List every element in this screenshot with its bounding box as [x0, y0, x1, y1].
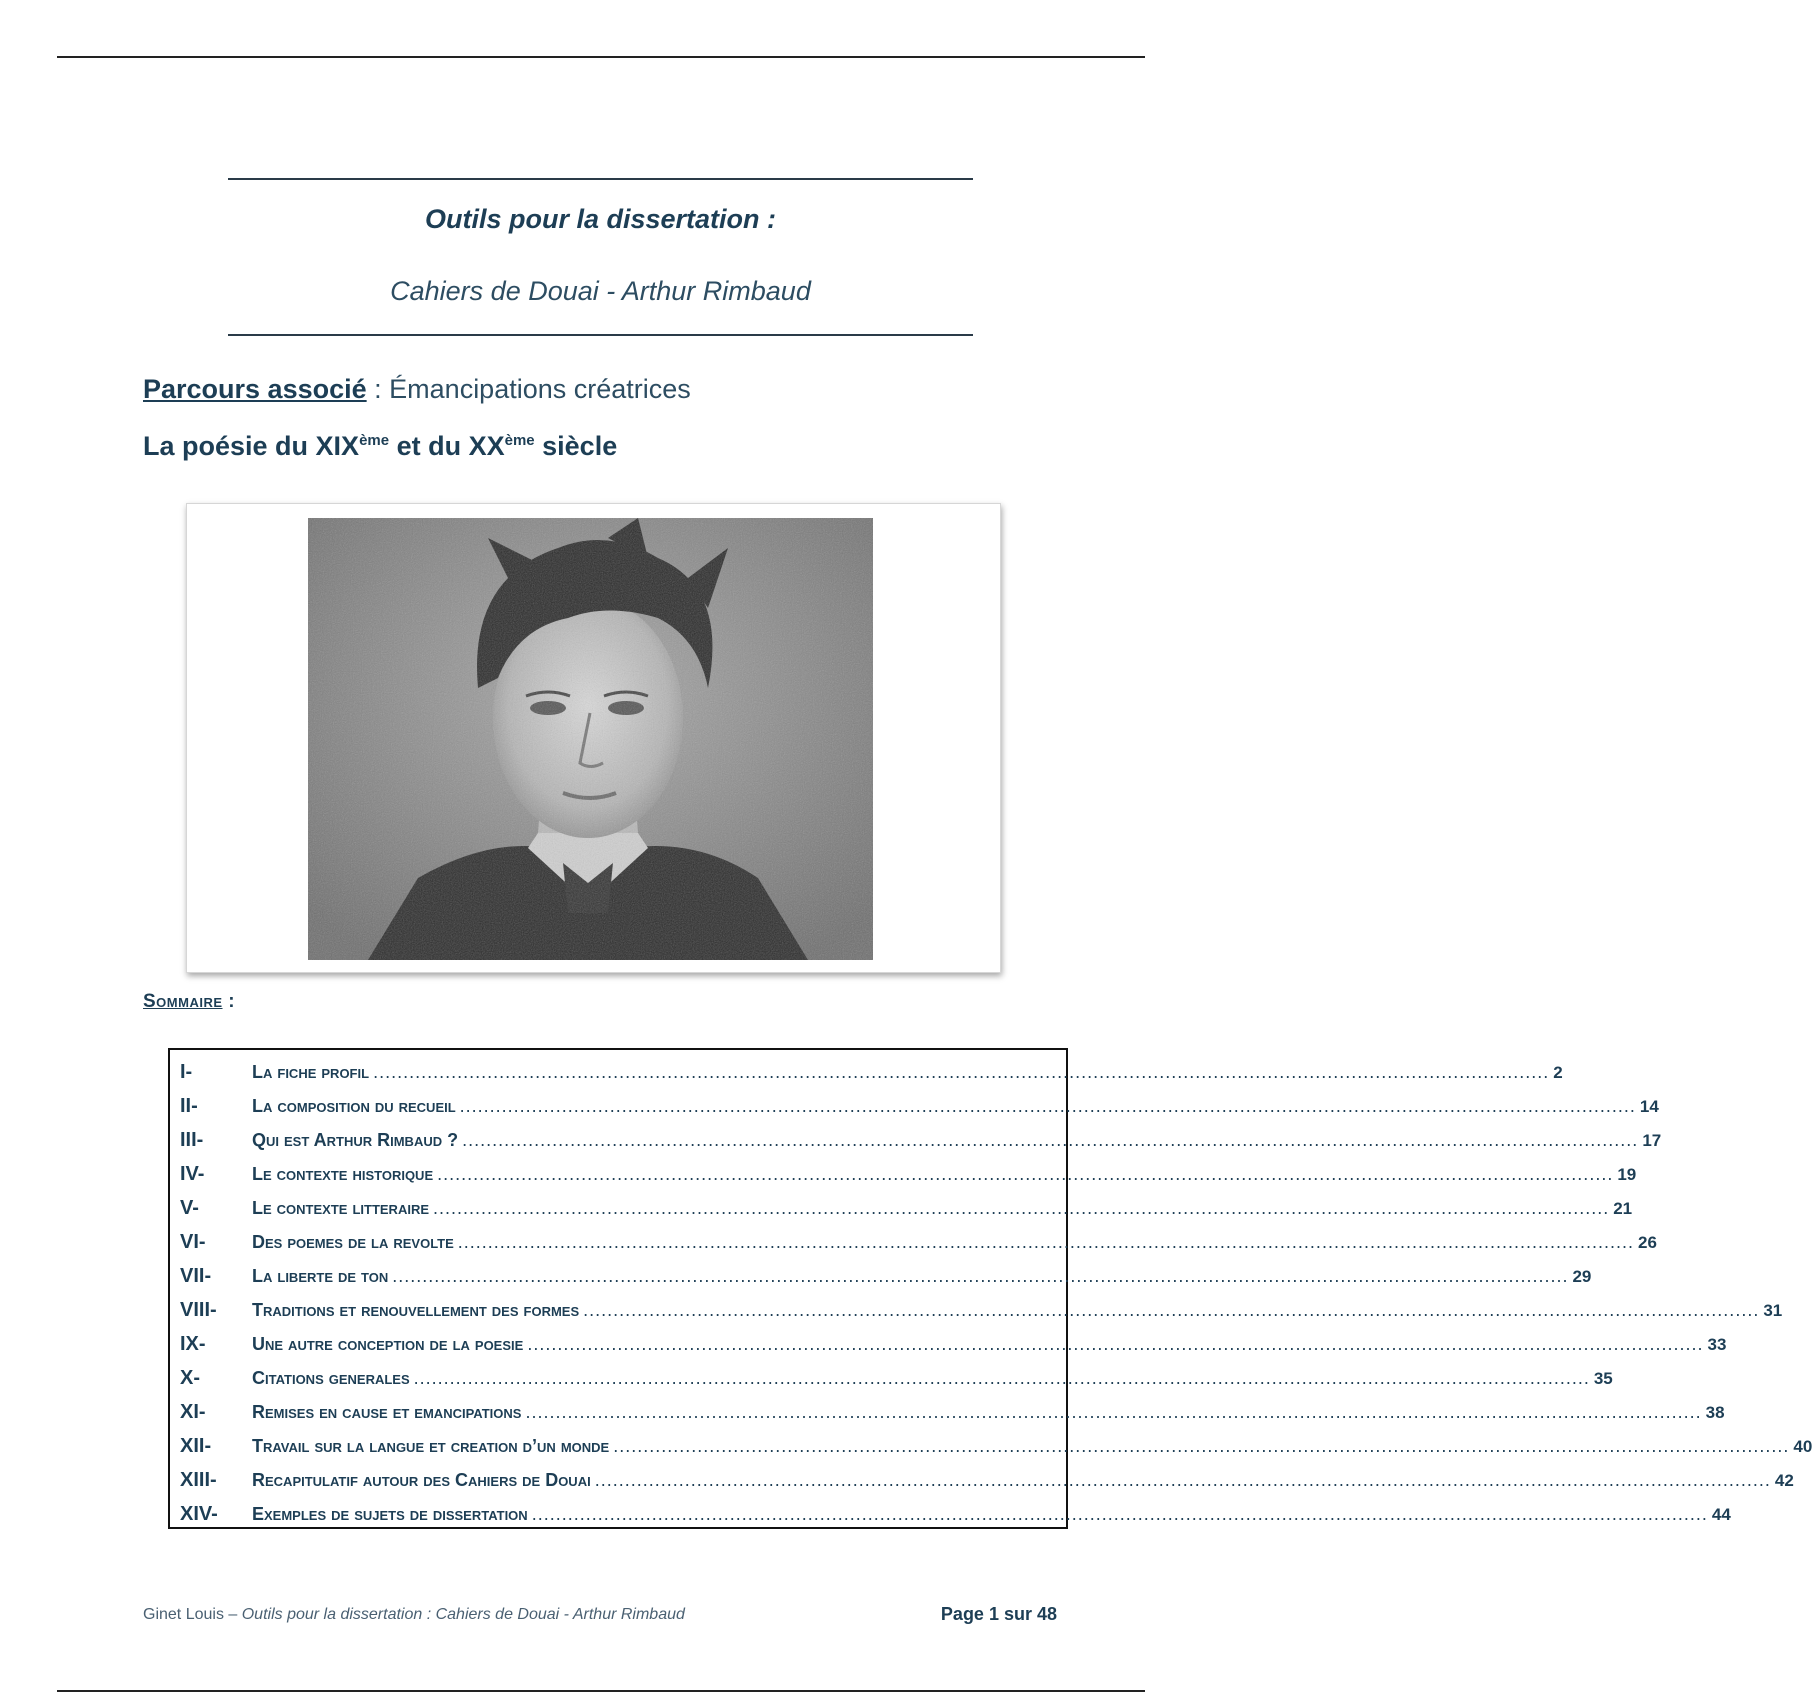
toc-page: 19: [1617, 1165, 1637, 1184]
toc-row[interactable]: [170, 1429, 1812, 1463]
toc-leader: ....................................................................................................................................................................................................: [392, 1266, 1569, 1286]
toc-number: X-: [180, 1367, 200, 1389]
footer-author: [143, 1606, 685, 1624]
toc-page: 21: [1613, 1199, 1633, 1218]
toc-row[interactable]: [170, 1327, 1727, 1361]
toc-leader: ....................................................................................................................................................................................................: [594, 1470, 1771, 1490]
portrait-photo: [308, 518, 873, 960]
toc-row[interactable]: [170, 1123, 1662, 1157]
toc-title: Remises en cause et emancipations: [252, 1402, 522, 1422]
toc-page: 17: [1642, 1131, 1662, 1150]
document-subtitle: Cahiers de Douai - Arthur Rimbaud: [390, 276, 811, 306]
sommaire-label: [143, 991, 235, 1013]
toc-leader: ....................................................................................................................................................................................................: [583, 1300, 1760, 1320]
toc-page: 35: [1593, 1369, 1613, 1388]
toc-number: VII-: [180, 1265, 212, 1287]
toc-leader: ....................................................................................................................................................................................................: [459, 1096, 1636, 1116]
toc-leader: ....................................................................................................................................................................................................: [413, 1368, 1590, 1388]
footer-page-number: Page 1 sur 48: [940, 1604, 1057, 1624]
toc-row[interactable]: [170, 1497, 1731, 1531]
toc-row[interactable]: [170, 1395, 1725, 1429]
title-rule-bottom: [228, 334, 973, 336]
heading-part-1: La poésie du XIX: [143, 431, 360, 461]
toc-title: Une autre conception de la poesie: [252, 1334, 524, 1354]
toc-leader: ....................................................................................................................................................................................................: [373, 1062, 1550, 1082]
section-heading: [143, 431, 617, 462]
toc-title: La fiche profil: [252, 1062, 370, 1082]
toc-number: VI-: [180, 1231, 206, 1253]
toc-leader: ....................................................................................................................................................................................................: [457, 1232, 1634, 1252]
parcours-value: Émancipations créatrices: [389, 374, 691, 404]
toc-number: IV-: [180, 1163, 205, 1185]
document-title: Outils pour la dissertation :: [424, 204, 777, 234]
toc-number: XI-: [180, 1401, 206, 1423]
sommaire-colon: :: [222, 991, 236, 1012]
toc-number: XII-: [180, 1435, 212, 1457]
toc-leader: ....................................................................................................................................................................................................: [525, 1402, 1702, 1422]
toc-number: XIII-: [180, 1469, 217, 1491]
toc-page: 40: [1793, 1437, 1812, 1456]
toc-leader: ....................................................................................................................................................................................................: [437, 1164, 1614, 1184]
toc-number: XIV-: [180, 1503, 218, 1525]
toc-page: 29: [1572, 1267, 1592, 1286]
toc-page: 33: [1707, 1335, 1727, 1354]
toc-page: 38: [1705, 1403, 1725, 1422]
toc-title: Citations generales: [252, 1368, 410, 1388]
title-rule-top: [228, 178, 973, 180]
sommaire-word: Sommaire: [143, 991, 223, 1012]
toc-page: 14: [1639, 1097, 1659, 1116]
toc-title: Qui est Arthur Rimbaud ?: [252, 1130, 459, 1150]
toc-number: I-: [180, 1061, 193, 1083]
toc-title: Traditions et renouvellement des formes: [252, 1300, 580, 1320]
table-of-contents: [168, 1048, 1812, 1529]
toc-title: La liberte de ton: [252, 1266, 389, 1286]
parcours-line: [143, 374, 691, 405]
toc-page: 44: [1711, 1505, 1731, 1524]
toc-page: 2: [1553, 1063, 1563, 1082]
heading-sup-2: ème: [504, 432, 535, 449]
toc-title: Le contexte litteraire: [252, 1198, 430, 1218]
heading-part-2: et du XX: [389, 431, 505, 461]
toc-title: Le contexte historique: [252, 1164, 434, 1184]
toc-number: V-: [180, 1197, 199, 1219]
toc-row[interactable]: [170, 1463, 1794, 1497]
parcours-separator: :: [366, 374, 390, 404]
toc-number: III-: [180, 1129, 204, 1151]
top-rule: [57, 56, 1145, 58]
footer-document-name: Outils pour la dissertation : Cahiers de Douai - Arthur Rimbaud: [241, 1606, 685, 1623]
toc-page: 26: [1638, 1233, 1657, 1252]
toc-title: La composition du recueil: [252, 1096, 456, 1116]
parcours-label: Parcours associé: [143, 374, 367, 404]
heading-sup-1: ème: [359, 432, 390, 449]
toc-row[interactable]: [170, 1191, 1633, 1225]
toc-row[interactable]: [170, 1225, 1657, 1259]
toc-page: 42: [1774, 1471, 1794, 1490]
toc-title: Recapitulatif autour des Cahiers de Douai: [252, 1470, 591, 1490]
toc-row[interactable]: [170, 1361, 1613, 1395]
toc-title: Travail sur la langue et creation d’un monde: [252, 1436, 610, 1456]
heading-part-3: siècle: [534, 431, 618, 461]
footer-author-name: Ginet Louis –: [143, 1606, 242, 1623]
toc-title: Exemples de sujets de dissertation: [252, 1504, 528, 1524]
toc-number: VIII-: [180, 1299, 217, 1321]
portrait-frame: [186, 503, 1001, 973]
toc-leader: ....................................................................................................................................................................................................: [462, 1130, 1639, 1150]
toc-leader: ....................................................................................................................................................................................................: [433, 1198, 1610, 1218]
toc-row[interactable]: [170, 1157, 1637, 1191]
toc-row[interactable]: [170, 1055, 1563, 1089]
toc-leader: ....................................................................................................................................................................................................: [527, 1334, 1704, 1354]
toc-row[interactable]: [170, 1259, 1592, 1293]
toc-number: IX-: [180, 1333, 206, 1355]
toc-row[interactable]: [170, 1089, 1659, 1123]
bottom-rule: [57, 1690, 1145, 1692]
toc-row[interactable]: [170, 1293, 1783, 1327]
toc-title: Des poemes de la revolte: [252, 1232, 454, 1252]
toc-leader: ....................................................................................................................................................................................................: [613, 1436, 1790, 1456]
title-block: [228, 178, 973, 336]
toc-leader: ....................................................................................................................................................................................................: [531, 1504, 1708, 1524]
toc-number: II-: [180, 1095, 198, 1117]
toc-page: 31: [1763, 1301, 1783, 1320]
